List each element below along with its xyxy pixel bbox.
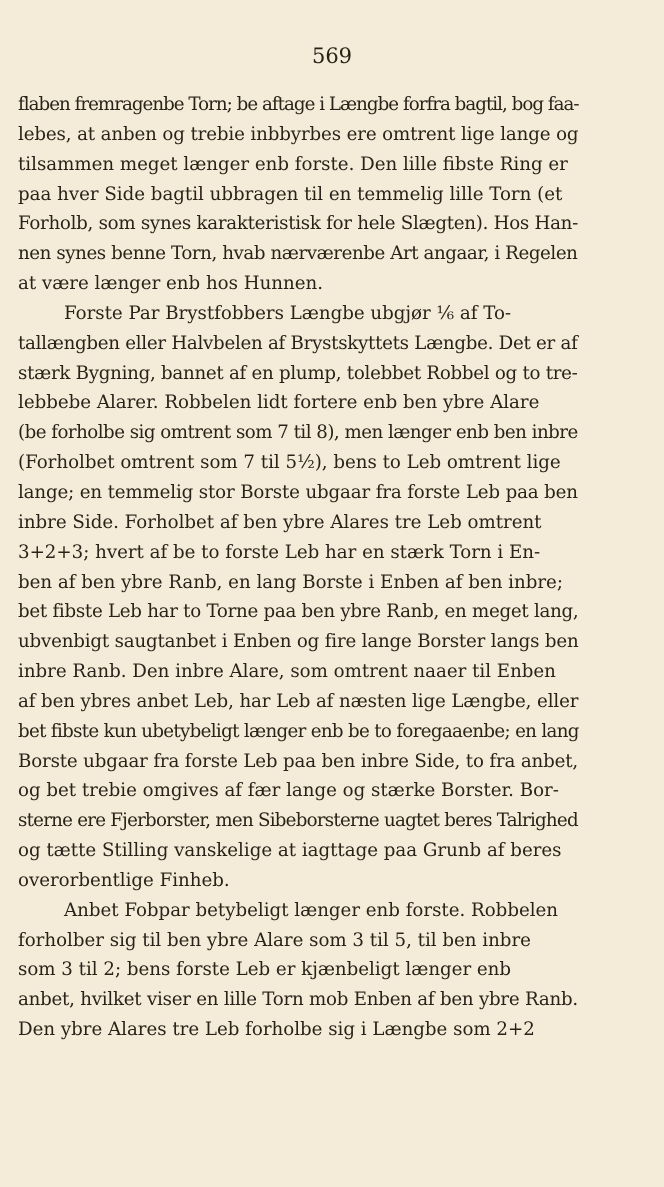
text-line: Den ybre Alares tre Leb forholbe sig i Længbe som 2+2 — [18, 1019, 535, 1041]
text-line: Anbet Fobpar betybeligt længer enb forste. Robbelen — [64, 899, 559, 921]
text-line: at være længer enb hos Hunnen. — [18, 273, 323, 295]
text-line: og bet trebie omgives af fær lange og stærke Borster. Bor- — [18, 780, 559, 802]
text-line: bet fibste kun ubetybeligt længer enb be to foregaaenbe; en lang — [18, 720, 579, 742]
body-text — [18, 90, 578, 1045]
text-line: og tætte Stilling vanskelige at iagttage paa Grunb af beres — [18, 840, 562, 862]
text-line: lange; en temmelig stor Borste ubgaar fra forste Leb paa ben — [18, 481, 578, 503]
text-line: ubvenbigt saugtanbet i Enben og fire lange Borster langs ben — [18, 631, 579, 653]
text-line: inbre Ranb. Den inbre Alare, som omtrent naaer til Enben — [18, 661, 556, 683]
text-line: Forholb, som synes karakteristisk for hele Slægten). Hos Han- — [18, 213, 579, 235]
text-line: af ben ybres anbet Leb, har Leb af næsten lige Længbe, eller — [18, 690, 579, 712]
text-line: 3+2+3; hvert af be to forste Leb har en stærk Torn i En- — [18, 541, 541, 563]
text-line: bet fibste Leb har to Torne paa ben ybre Ranb, en meget lang, — [18, 601, 579, 623]
text-line: stærk Bygning, bannet af en plump, tolebbet Robbel og to tre- — [18, 362, 578, 384]
text-line: flaben fremragenbe Torn; be aftage i Længbe forfra bagtil, bog faa- — [18, 94, 579, 115]
text-line: forholber sig til ben ybre Alare som 3 til 5, til ben inbre — [18, 929, 531, 951]
text-line: tilsammen meget længer enb forste. Den lille fibste Ring er — [18, 153, 568, 175]
text-line: paa hver Side bagtil ubbragen til en temmelig lille Torn (et — [18, 183, 563, 205]
text-line: Forste Par Brystfobbers Længbe ubgjør ⅙ af To- — [64, 302, 512, 324]
page-number: 569 — [311, 44, 353, 68]
text-line: som 3 til 2; bens forste Leb er kjænbeligt længer enb — [18, 959, 512, 981]
text-line: anbet, hvilket viser en lille Torn mob Enben af ben ybre Ranb. — [18, 989, 578, 1011]
text-line: lebes, at anben og trebie inbbyrbes ere omtrent lige lange og — [18, 123, 579, 145]
text-line: lebbebe Alarer. Robbelen lidt fortere enb ben ybre Alare — [18, 392, 540, 414]
text-line: tallængben eller Halvbelen af Brystskyttets Længbe. Det er af — [18, 332, 578, 354]
text-line: sterne ere Fjerborster, men Sibeborsterne uagtet beres Talrighed — [18, 810, 578, 832]
text-line: overorbentlige Finheb. — [18, 869, 230, 891]
text-line: (be forholbe sig omtrent som 7 til 8), men længer enb ben inbre — [18, 422, 578, 444]
text-line: (Forholbet omtrent som 7 til 5½), bens to Leb omtrent lige — [18, 452, 561, 474]
text-line: ben af ben ybre Ranb, en lang Borste i Enben af ben inbre; — [18, 571, 563, 593]
text-line: Borste ubgaar fra forste Leb paa ben inbre Side, to fra anbet, — [18, 750, 579, 772]
text-line: inbre Side. Forholbet af ben ybre Alares tre Leb omtrent — [18, 511, 542, 533]
text-line: nen synes benne Torn, hvab nærværenbe Art angaar, i Regelen — [18, 243, 578, 265]
